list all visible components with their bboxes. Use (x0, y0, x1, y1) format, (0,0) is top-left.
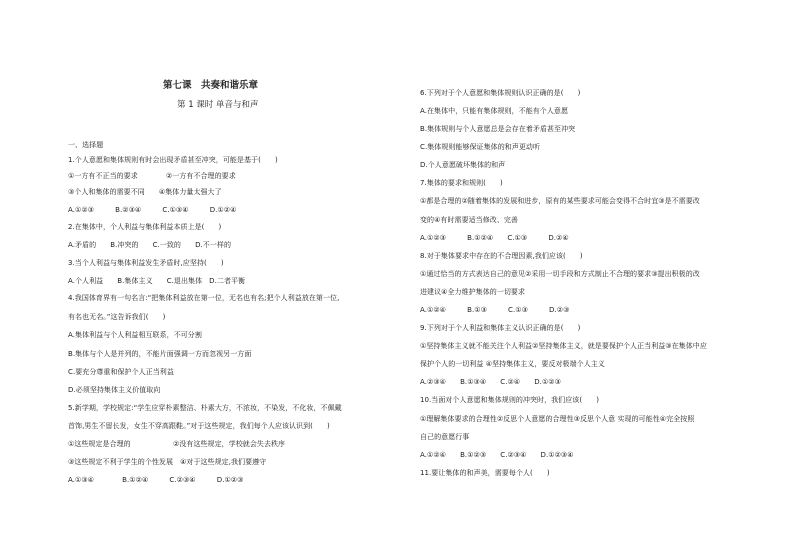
question-line: D.必须坚持集体主义价值取向 (68, 386, 161, 394)
question-line: B.集体规则与个人意愿总是会存在着矛盾甚至冲突 (420, 125, 576, 133)
question-line: 7.集体的要求和规则( ) (420, 179, 503, 187)
question-line: 5.新学期，学校规定:“学生应穿朴素整洁、朴素大方，不浓妆，不染发，不化妆，不佩戴 (68, 404, 342, 412)
lesson-subtitle: 第 1 课时 单音与和声 (177, 100, 259, 110)
question-line: A.①②③ B.①②④ C.①③ D.②④ (420, 234, 569, 242)
question-line: 保护个人的一切利益 ④坚持集体主义，要反对极端个人主义 (420, 360, 605, 368)
question-line: ①坚持集体主义就不能关注个人利益②坚持集体主义，就是要保护个人正当利益③在集体中应 (420, 342, 707, 350)
question-line: A.个人利益 B.集体主义 C.退出集体 D.二者平衡 (68, 277, 246, 285)
question-line: 9.下列对于个人利益和集体主义认识正确的是( ) (420, 324, 581, 332)
question-line: 自己的意愿行事 (420, 433, 470, 441)
question-line: ①都是合理的②随着集体的发展和进步，原有的某些要求可能会变得不合时宜③是不需要改 (420, 197, 700, 205)
question-line: 3.当个人利益与集体利益发生矛盾时,应坚持( ) (68, 259, 224, 267)
question-line: D.个人意愿破坏集体的和声 (420, 161, 506, 169)
lesson-title: 第七课 共奏和谐乐章 (163, 80, 259, 91)
question-line: A.①②③ B.②③④ C.①③④ D.①②④ (68, 206, 237, 214)
question-line: A.集体利益与个人利益相互联系，不可分割 (68, 331, 202, 339)
question-line: A.②③④ B.①③④ C.②④ D.①②③ (420, 378, 561, 386)
question-line: 首饰,男生不留长发，女生不穿高跟鞋。”对于这些规定，我们每个人应该认识到( ) (68, 422, 330, 430)
question-line: 进建议④全力维护集体的一切要求 (420, 288, 526, 296)
question-line: 2.在集体中，个人利益与集体利益本质上是( ) (68, 223, 222, 231)
question-line: ①通过恰当的方式表达自己的意见②采用一切手段和方式制止不合理的要求③提出积极的改 (420, 270, 700, 278)
question-line: A.矛盾的 B.冲突的 C.一致的 D.不一样的 (68, 241, 231, 249)
question-line: ①这些规定是合理的 ②没有这些规定，学校就会失去秩序 (68, 440, 286, 448)
question-line: A.在集体中，只能有集体规则，不能有个人意愿 (420, 107, 568, 115)
question-line: ③这些规定不利于学生的个性发展 ④对于这些规定,我们要遵守 (68, 458, 267, 466)
question-line: ③个人和集体的需要不同 ④集体力量太强大了 (68, 188, 222, 196)
section-heading: 一、选择题 (68, 141, 104, 149)
question-line: 10.当面对个人意愿和集体规则的冲突时，我们应该( ) (420, 396, 599, 404)
question-line: 变的④有时需要适当修改、完善 (420, 216, 518, 224)
question-line: ①一方有不正当的要求 ②一方有不合理的要求 (68, 172, 236, 180)
question-line: 11.要让集体的和声美，需要每个人( ) (420, 469, 550, 477)
question-line: 4.我国体育界有一句名言:“把集体利益放在第一位，无名也有名;把个人利益放在第一位, (68, 294, 340, 302)
question-line: C.集体规则能够保证集体的和声更动听 (420, 143, 541, 151)
question-line: 8.对于集体要求中存在的不合理因素,我们应该( ) (420, 252, 583, 260)
question-line: 有名也无名。”这告诉我们( ) (68, 313, 166, 321)
question-line: A.①②④ B.①②③ C.②③④ D.①②③④ (420, 451, 574, 459)
question-line: A.①②④ B.①③ C.①③ D.②③ (420, 306, 570, 314)
question-line: A.①③④ B.①②④ C.②③④ D.①②③ (68, 476, 244, 484)
question-line: C.要充分尊重和保护个人正当利益 (68, 368, 174, 376)
question-line: 1.个人意愿和集体规则有时会出现矛盾甚至冲突，可能是基于( ) (68, 156, 278, 164)
question-line: B.集体与个人是并列的，不能片面强调一方而忽视另一方面 (68, 350, 252, 358)
question-line: 6.下列对于个人意愿和集体规则认识正确的是( ) (420, 89, 581, 97)
question-line: ①理解集体要求的合理性②反思个人意愿的合理性③反思个人意 实现的可能性④完全按照 (420, 415, 695, 423)
